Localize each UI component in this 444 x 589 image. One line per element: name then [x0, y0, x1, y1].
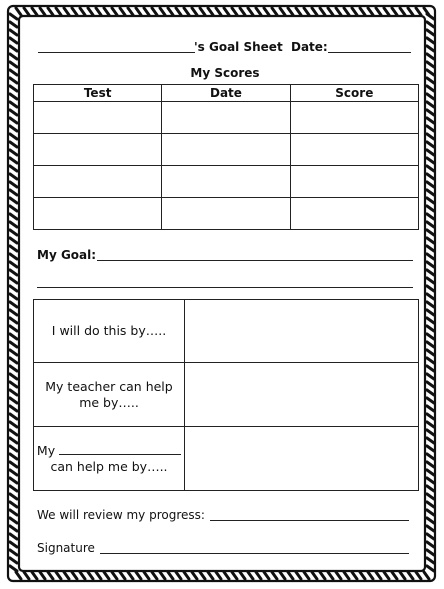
border-tick [10, 470, 17, 475]
border-tick [208, 572, 213, 579]
border-tick [10, 302, 17, 307]
border-tick [264, 572, 269, 579]
test-cell[interactable] [34, 102, 162, 134]
border-tick [104, 572, 109, 579]
border-tick [10, 246, 17, 251]
border-tick [312, 8, 317, 15]
border-tick [360, 572, 365, 579]
date-cell[interactable] [162, 102, 290, 134]
border-tick [10, 326, 17, 331]
border-tick [112, 572, 117, 579]
border-tick [352, 8, 357, 15]
border-tick [424, 572, 429, 579]
border-tick [10, 446, 17, 451]
border-tick [104, 8, 109, 15]
border-tick [136, 8, 141, 15]
table-row [34, 134, 419, 166]
border-tick [112, 8, 117, 15]
border-tick [427, 54, 434, 59]
border-tick [152, 8, 157, 15]
border-tick [248, 572, 253, 579]
border-tick [427, 542, 434, 547]
border-tick [427, 86, 434, 91]
border-tick [10, 158, 17, 163]
teacher-help-field[interactable] [185, 363, 419, 427]
border-tick [10, 478, 17, 483]
border-tick [427, 270, 434, 275]
border-tick [280, 8, 285, 15]
border-tick [10, 14, 17, 19]
border-tick [427, 430, 434, 435]
other-help-field[interactable] [185, 427, 419, 491]
column-header-test: Test [34, 85, 162, 102]
border-tick [427, 206, 434, 211]
score-cell[interactable] [290, 134, 418, 166]
border-tick [344, 8, 349, 15]
table-row [34, 427, 419, 491]
border-tick [72, 8, 77, 15]
border-tick [427, 550, 434, 555]
border-tick [24, 572, 29, 579]
teacher-help-label: My teacher can help me by….. [34, 363, 185, 427]
border-tick [427, 454, 434, 459]
border-tick [320, 8, 325, 15]
do-this-by-field[interactable] [185, 300, 419, 363]
border-tick [16, 8, 21, 15]
border-tick [400, 8, 405, 15]
border-tick [10, 126, 17, 131]
border-tick [296, 572, 301, 579]
border-tick [400, 572, 405, 579]
border-tick [10, 526, 17, 531]
helper-name-blank[interactable] [59, 443, 181, 455]
border-tick [10, 94, 17, 99]
date-cell[interactable] [162, 166, 290, 198]
border-tick [10, 102, 17, 107]
border-tick [10, 198, 17, 203]
border-tick [376, 8, 381, 15]
border-tick [368, 572, 373, 579]
border-tick [10, 374, 17, 379]
border-tick [312, 572, 317, 579]
border-tick [88, 572, 93, 579]
border-tick [10, 286, 17, 291]
border-tick [192, 8, 197, 15]
border-tick [10, 54, 17, 59]
border-tick [427, 398, 434, 403]
border-tick [336, 8, 341, 15]
border-tick [427, 142, 434, 147]
border-tick [10, 390, 17, 395]
border-tick [208, 8, 213, 15]
border-tick [32, 8, 37, 15]
border-tick [10, 150, 17, 155]
border-tick [10, 230, 17, 235]
table-row [34, 102, 419, 134]
border-tick [10, 414, 17, 419]
border-tick [128, 8, 133, 15]
border-tick [10, 510, 17, 515]
border-tick [10, 214, 17, 219]
border-tick [10, 454, 17, 459]
border-tick [427, 534, 434, 539]
test-cell[interactable] [34, 134, 162, 166]
border-tick [10, 398, 17, 403]
test-cell[interactable] [34, 166, 162, 198]
border-tick [10, 262, 17, 267]
border-tick [427, 494, 434, 499]
border-tick [427, 310, 434, 315]
date-label: Date: [291, 40, 328, 54]
border-tick [136, 572, 141, 579]
border-tick [168, 8, 173, 15]
border-tick [10, 534, 17, 539]
border-tick [288, 8, 293, 15]
border-tick [10, 310, 17, 315]
goal-line-2[interactable] [37, 287, 413, 288]
border-tick [10, 342, 17, 347]
border-tick [427, 342, 434, 347]
border-tick [336, 572, 341, 579]
scores-title: My Scores [190, 66, 260, 80]
border-tick [384, 572, 389, 579]
border-tick [427, 374, 434, 379]
border-tick [10, 134, 17, 139]
border-tick [10, 278, 17, 283]
border-tick [427, 438, 434, 443]
border-tick [10, 270, 17, 275]
border-tick [360, 8, 365, 15]
border-tick [96, 8, 101, 15]
border-tick [10, 166, 17, 171]
border-tick [96, 572, 101, 579]
table-row [34, 363, 419, 427]
border-tick [176, 572, 181, 579]
border-tick [56, 572, 61, 579]
border-tick [232, 572, 237, 579]
border-tick [427, 254, 434, 259]
border-tick [10, 206, 17, 211]
border-tick [392, 572, 397, 579]
border-tick [427, 518, 434, 523]
border-tick [48, 572, 53, 579]
date-blank-line [328, 52, 411, 53]
border-tick [200, 8, 205, 15]
border-tick [144, 572, 149, 579]
border-tick [427, 38, 434, 43]
border-tick [408, 572, 413, 579]
border-tick [427, 366, 434, 371]
border-tick [120, 8, 125, 15]
border-tick [160, 8, 165, 15]
border-tick [10, 366, 17, 371]
border-tick [10, 486, 17, 491]
name-blank-line [38, 52, 195, 53]
signature-line[interactable] [100, 553, 409, 554]
score-cell[interactable] [290, 166, 418, 198]
border-tick [10, 174, 17, 179]
score-cell[interactable] [290, 198, 418, 230]
border-tick [10, 238, 17, 243]
border-tick [256, 572, 261, 579]
border-tick [10, 22, 17, 27]
border-tick [32, 572, 37, 579]
border-tick [256, 8, 261, 15]
goal-sheet-title: 's Goal Sheet [194, 40, 283, 54]
border-tick [427, 102, 434, 107]
border-tick [427, 470, 434, 475]
border-tick [10, 46, 17, 51]
border-tick [10, 334, 17, 339]
border-tick [427, 278, 434, 283]
border-tick [10, 558, 17, 563]
border-tick [40, 8, 45, 15]
border-tick [427, 422, 434, 427]
border-tick [120, 572, 125, 579]
border-tick [232, 8, 237, 15]
border-tick [10, 566, 17, 571]
border-tick [288, 572, 293, 579]
border-tick [10, 542, 17, 547]
border-tick [427, 118, 434, 123]
border-tick [368, 8, 373, 15]
border-tick [24, 8, 29, 15]
border-tick [384, 8, 389, 15]
border-tick [352, 572, 357, 579]
border-tick [427, 526, 434, 531]
border-tick [427, 110, 434, 115]
border-tick [10, 110, 17, 115]
border-tick [427, 238, 434, 243]
border-tick [328, 8, 333, 15]
table-row [34, 166, 419, 198]
border-tick [427, 134, 434, 139]
column-header-score: Score [290, 85, 418, 102]
border-tick [10, 358, 17, 363]
border-tick [216, 8, 221, 15]
border-tick [427, 406, 434, 411]
border-tick [80, 8, 85, 15]
border-tick [10, 502, 17, 507]
border-tick [10, 118, 17, 123]
border-tick [427, 302, 434, 307]
border-tick [427, 158, 434, 163]
column-header-date: Date [162, 85, 290, 102]
other-help-label: My can help me by….. [34, 427, 185, 491]
border-tick [200, 572, 205, 579]
score-cell[interactable] [290, 102, 418, 134]
border-tick [427, 174, 434, 179]
border-tick [427, 462, 434, 467]
border-tick [304, 8, 309, 15]
border-tick [152, 572, 157, 579]
border-tick [176, 8, 181, 15]
border-tick [427, 166, 434, 171]
goal-line-1[interactable] [97, 260, 413, 261]
border-tick [280, 572, 285, 579]
border-tick [427, 478, 434, 483]
border-tick [240, 572, 245, 579]
border-tick [416, 572, 421, 579]
border-tick [427, 46, 434, 51]
border-tick [264, 8, 269, 15]
border-tick [427, 486, 434, 491]
border-tick [184, 8, 189, 15]
border-tick [427, 182, 434, 187]
border-tick [296, 8, 301, 15]
border-tick [184, 572, 189, 579]
border-tick [10, 382, 17, 387]
border-tick [376, 572, 381, 579]
border-tick [128, 572, 133, 579]
border-tick [427, 358, 434, 363]
border-tick [88, 8, 93, 15]
border-tick [192, 572, 197, 579]
border-tick [328, 572, 333, 579]
do-this-by-label: I will do this by….. [34, 300, 185, 363]
date-cell[interactable] [162, 198, 290, 230]
border-tick [427, 390, 434, 395]
table-row [34, 198, 419, 230]
border-tick [427, 190, 434, 195]
border-tick [427, 326, 434, 331]
plan-table [33, 299, 419, 491]
border-tick [10, 462, 17, 467]
border-tick [416, 8, 421, 15]
border-tick [10, 422, 17, 427]
border-tick [10, 38, 17, 43]
border-tick [427, 198, 434, 203]
border-tick [427, 14, 434, 19]
border-tick [427, 230, 434, 235]
border-tick [10, 550, 17, 555]
border-tick [40, 572, 45, 579]
border-tick [408, 8, 413, 15]
border-tick [48, 8, 53, 15]
border-tick [10, 318, 17, 323]
border-tick [216, 572, 221, 579]
review-label: We will review my progress: [37, 508, 205, 522]
border-tick [427, 246, 434, 251]
border-tick [392, 8, 397, 15]
border-tick [248, 8, 253, 15]
border-tick [10, 190, 17, 195]
review-line[interactable] [210, 520, 409, 521]
border-tick [10, 518, 17, 523]
border-tick [160, 572, 165, 579]
border-tick [427, 318, 434, 323]
border-tick [168, 572, 173, 579]
border-tick [10, 222, 17, 227]
border-tick [144, 8, 149, 15]
border-tick [10, 30, 17, 35]
border-tick [427, 558, 434, 563]
border-tick [427, 334, 434, 339]
border-tick [427, 294, 434, 299]
signature-label: Signature [37, 541, 95, 555]
border-tick [10, 142, 17, 147]
border-tick [320, 572, 325, 579]
border-tick [304, 572, 309, 579]
goal-label: My Goal: [37, 248, 97, 262]
border-tick [427, 262, 434, 267]
border-tick [10, 350, 17, 355]
border-tick [427, 446, 434, 451]
border-tick [427, 510, 434, 515]
border-tick [427, 222, 434, 227]
border-tick [10, 430, 17, 435]
border-tick [224, 572, 229, 579]
table-row [34, 300, 419, 363]
border-tick [427, 126, 434, 131]
border-tick [80, 572, 85, 579]
border-tick [344, 572, 349, 579]
border-tick [427, 150, 434, 155]
border-tick [10, 494, 17, 499]
border-tick [272, 8, 277, 15]
border-tick [10, 438, 17, 443]
border-tick [427, 350, 434, 355]
border-tick [64, 572, 69, 579]
border-tick [427, 22, 434, 27]
border-tick [427, 94, 434, 99]
border-tick [10, 406, 17, 411]
border-tick [427, 214, 434, 219]
border-tick [10, 86, 17, 91]
border-tick [427, 30, 434, 35]
test-cell[interactable] [34, 198, 162, 230]
border-tick [427, 502, 434, 507]
border-tick [72, 572, 77, 579]
border-tick [427, 414, 434, 419]
border-tick [10, 294, 17, 299]
scores-table [33, 84, 419, 230]
border-tick [427, 286, 434, 291]
border-tick [10, 182, 17, 187]
border-tick [272, 572, 277, 579]
border-tick [16, 572, 21, 579]
border-tick [64, 8, 69, 15]
border-tick [10, 254, 17, 259]
date-cell[interactable] [162, 134, 290, 166]
border-tick [427, 382, 434, 387]
border-tick [240, 8, 245, 15]
border-tick [427, 566, 434, 571]
border-tick [224, 8, 229, 15]
border-tick [56, 8, 61, 15]
